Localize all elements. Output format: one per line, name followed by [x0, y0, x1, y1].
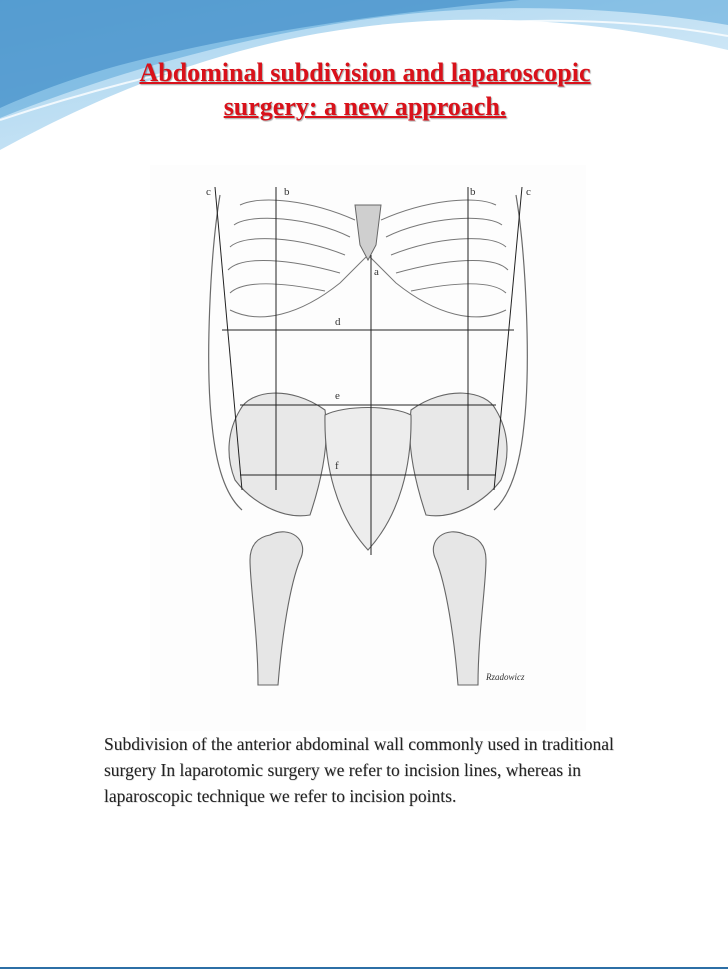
label-c-left: c — [206, 186, 211, 198]
line-c-right — [494, 187, 522, 490]
label-d: d — [335, 316, 341, 328]
line-c-left — [215, 187, 242, 490]
slide-title — [60, 56, 670, 122]
label-e: e — [335, 390, 340, 402]
title-line-2: surgery: a new approach. — [223, 92, 507, 121]
artist-signature: Rzadowicz — [486, 672, 525, 682]
bottom-rule — [0, 967, 728, 969]
sternum — [355, 205, 381, 260]
label-a: a — [374, 266, 379, 278]
label-b-left: b — [284, 186, 290, 198]
title-line-1: Abdominal subdivision and laparoscopic — [139, 58, 591, 87]
pelvis — [229, 393, 507, 550]
label-b-right: b — [470, 186, 476, 198]
label-f: f — [335, 460, 339, 472]
label-c-right: c — [526, 186, 531, 198]
anatomical-illustration — [150, 165, 586, 731]
femurs — [250, 532, 486, 685]
figure-caption: Subdivision of the anterior abdominal wall commonly used in traditional surgery In laparotomic surgery we refer to incision lines, whereas in laparoscopic technique we refer to incision points. — [104, 734, 614, 806]
